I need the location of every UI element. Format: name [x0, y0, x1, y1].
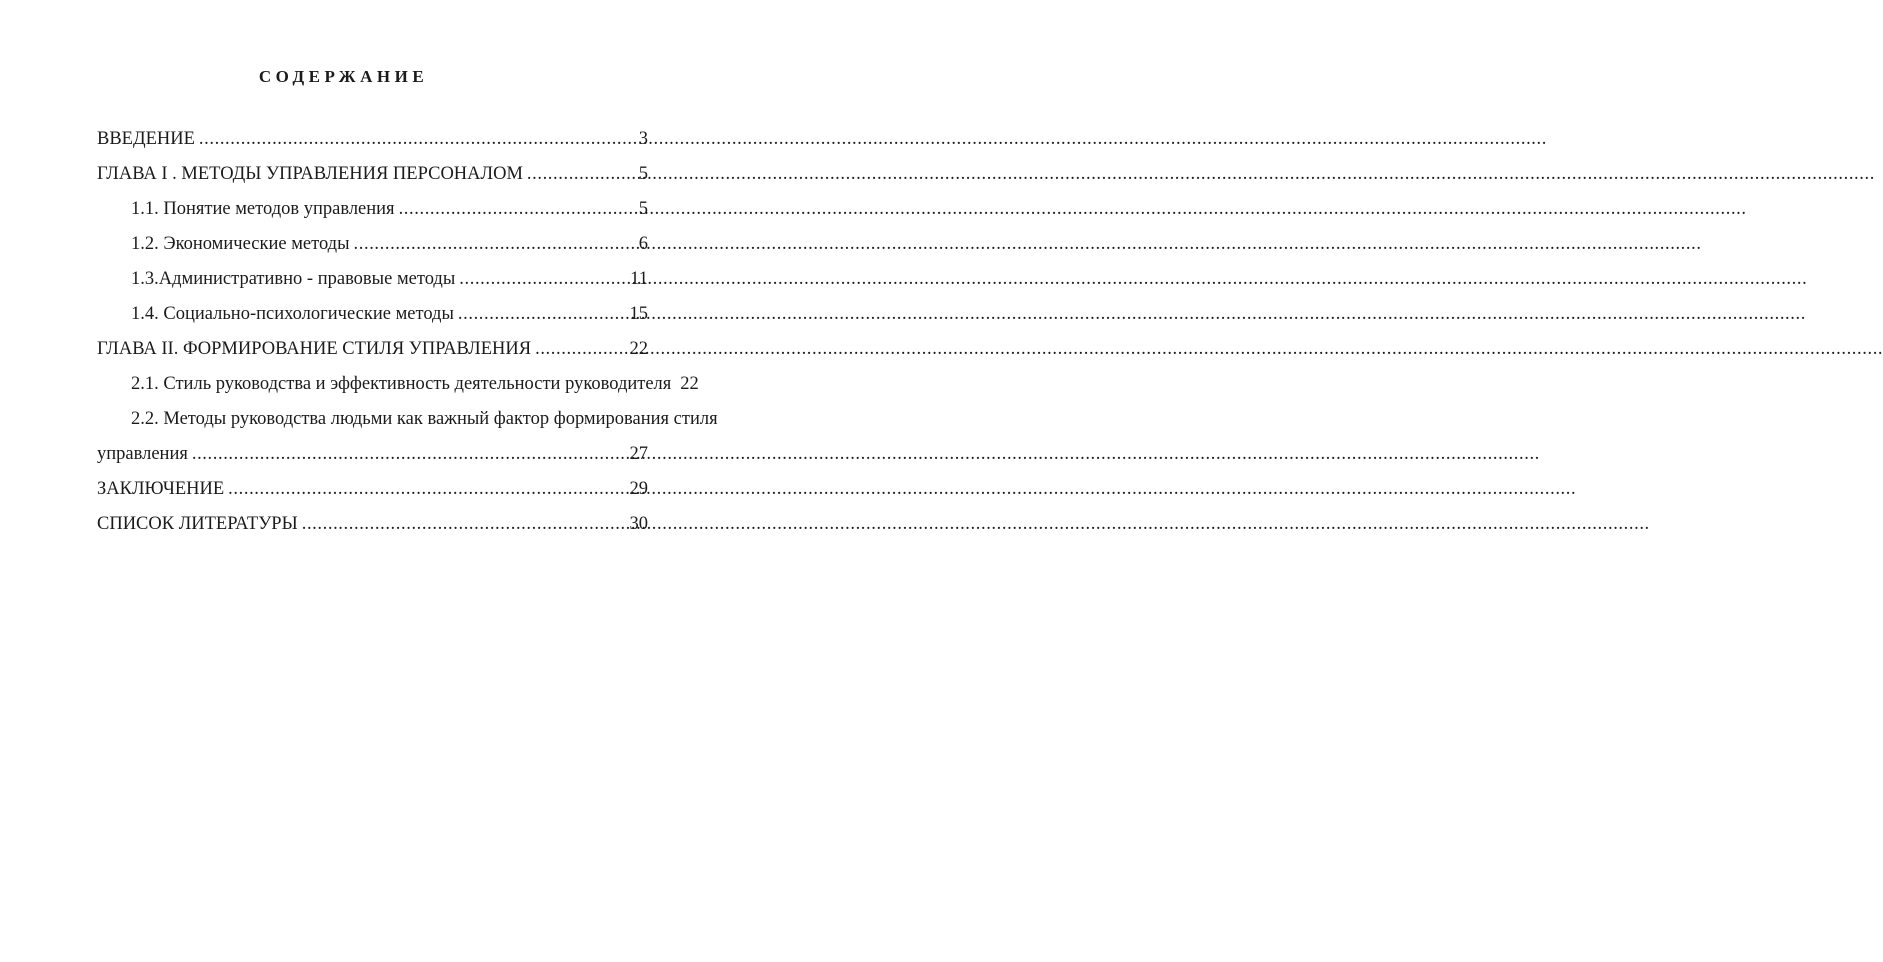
toc-entry-label: ВВЕДЕНИЕ [97, 129, 195, 149]
toc-entry-label: 2.1. Стиль руководства и эффективность деятельности руководителя [131, 374, 672, 394]
toc-page-number: 11 [630, 269, 648, 289]
toc-entry-spisok-literatury [97, 507, 648, 542]
toc-entry-label: управления [97, 444, 188, 464]
dot-leader [192, 437, 625, 472]
toc-entry-label: 1.3.Административно - правовые методы [131, 269, 456, 289]
toc-entry-1-3 [97, 262, 648, 297]
toc-entry-vvedenie [97, 122, 648, 157]
dot-leader [302, 507, 625, 542]
toc-page-number: 22 [629, 339, 648, 359]
toc-entry-label: ЗАКЛЮЧЕНИЕ [97, 479, 225, 499]
toc-entry-1-2 [97, 227, 648, 262]
toc-page-number: 30 [629, 514, 648, 534]
toc-entry-2-2-line2 [97, 437, 648, 472]
dot-leader [199, 122, 634, 157]
toc-entry-label: ГЛАВА I . МЕТОДЫ УПРАВЛЕНИЯ ПЕРСОНАЛОМ [97, 164, 523, 184]
dot-leader [535, 332, 624, 367]
toc-page-number: 6 [638, 234, 648, 254]
toc-entry-label: 1.1. Понятие методов управления [131, 199, 395, 219]
toc-entry-label: СПИСОК ЛИТЕРАТУРЫ [97, 514, 298, 534]
toc-page-number: 5 [638, 164, 648, 184]
toc-page-number: 3 [638, 129, 648, 149]
dot-leader [527, 157, 634, 192]
toc-entry-zaklyuchenie [97, 472, 648, 507]
toc-entry-1-1 [97, 192, 648, 227]
dot-leader [228, 472, 624, 507]
toc-entry-label: 2.2. Методы руководства людьми как важный фактор формирования стиля [131, 409, 718, 429]
toc-entry-glava-2 [97, 332, 648, 367]
toc-page-number: 27 [629, 444, 648, 464]
toc-page-number: 5 [638, 199, 648, 219]
toc-entry-label: ГЛАВА II. ФОРМИРОВАНИЕ СТИЛЯ УПРАВЛЕНИЯ [97, 339, 532, 359]
dot-leader [354, 227, 634, 262]
dot-leader [399, 192, 634, 227]
document-page [0, 0, 718, 962]
toc-entry-label: 1.4. Социально-психологические методы [131, 304, 454, 324]
toc-entry-glava-1 [97, 157, 648, 192]
dot-leader [459, 262, 625, 297]
toc-page-number: 22 [680, 374, 699, 394]
toc-page-number: 29 [629, 479, 648, 499]
toc-entry-2-2-line1 [97, 402, 718, 437]
toc-entry-2-1 [97, 367, 699, 402]
toc-entry-label: 1.2. Экономические методы [131, 234, 350, 254]
table-of-contents [97, 122, 718, 542]
page-title: СОДЕРЖАНИЕ [258, 67, 429, 86]
toc-entry-1-4 [97, 297, 648, 332]
dot-leader [458, 297, 625, 332]
toc-page-number: 15 [629, 304, 648, 324]
